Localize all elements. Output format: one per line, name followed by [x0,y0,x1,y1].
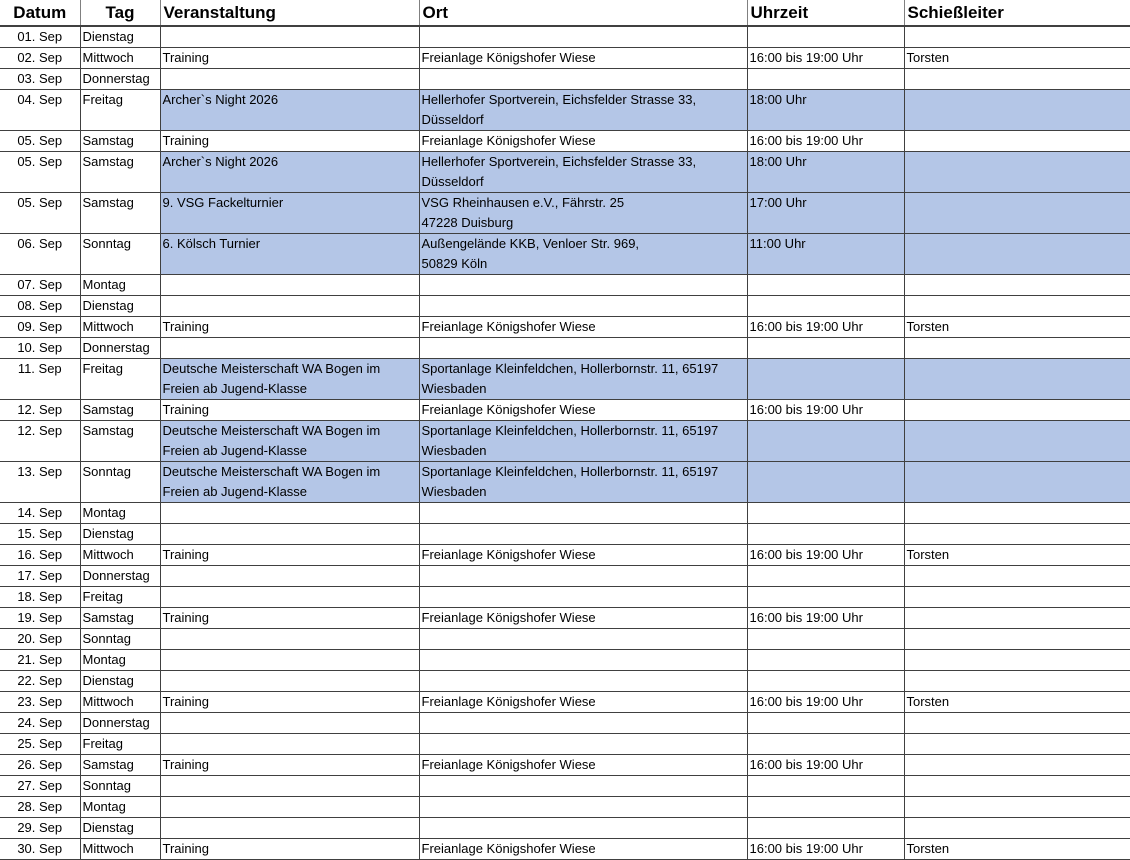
range-officer-cell[interactable] [904,650,1130,671]
table-row[interactable] [0,234,1130,275]
location-cell[interactable] [419,776,747,797]
event-cell[interactable] [160,296,419,317]
date-cell[interactable]: 02. Sep [0,48,80,69]
location-cell[interactable] [419,629,747,650]
location-cell[interactable] [419,818,747,839]
time-cell[interactable] [747,776,904,797]
range-officer-cell[interactable] [904,629,1130,650]
table-row[interactable] [0,587,1130,608]
time-cell[interactable] [747,359,904,400]
range-officer-cell[interactable] [904,400,1130,421]
date-cell[interactable]: 03. Sep [0,69,80,90]
time-cell[interactable] [747,650,904,671]
day-cell[interactable]: Donnerstag [80,713,160,734]
time-cell[interactable] [747,566,904,587]
table-row[interactable] [0,776,1130,797]
day-cell[interactable]: Dienstag [80,671,160,692]
table-row[interactable] [0,650,1130,671]
date-cell[interactable]: 01. Sep [0,26,80,48]
time-cell[interactable]: 16:00 bis 19:00 Uhr [747,317,904,338]
time-cell[interactable] [747,296,904,317]
time-cell[interactable] [747,818,904,839]
date-cell[interactable]: 13. Sep [0,462,80,503]
table-row[interactable] [0,797,1130,818]
date-cell[interactable]: 14. Sep [0,503,80,524]
date-cell[interactable]: 16. Sep [0,545,80,566]
date-cell[interactable]: 15. Sep [0,524,80,545]
event-cell[interactable]: Deutsche Meisterschaft WA Bogen im Freien ab Jugend-Klasse [160,421,419,462]
time-cell[interactable]: 18:00 Uhr [747,90,904,131]
event-cell[interactable]: Training [160,608,419,629]
table-row[interactable] [0,713,1130,734]
day-cell[interactable]: Montag [80,650,160,671]
location-cell[interactable]: Freianlage Königshofer Wiese [419,131,747,152]
table-row[interactable] [0,608,1130,629]
table-row[interactable] [0,503,1130,524]
table-row[interactable] [0,545,1130,566]
range-officer-cell[interactable] [904,524,1130,545]
location-cell[interactable] [419,69,747,90]
range-officer-cell[interactable] [904,462,1130,503]
location-cell[interactable] [419,587,747,608]
time-cell[interactable]: 16:00 bis 19:00 Uhr [747,608,904,629]
table-row[interactable] [0,818,1130,839]
range-officer-cell[interactable]: Torsten [904,317,1130,338]
time-cell[interactable] [747,26,904,48]
location-cell[interactable] [419,296,747,317]
date-cell[interactable]: 29. Sep [0,818,80,839]
location-cell[interactable]: Sportanlage Kleinfeldchen, Hollerbornstr. 11, 65197 Wiesbaden [419,462,747,503]
time-cell[interactable] [747,275,904,296]
date-cell[interactable]: 17. Sep [0,566,80,587]
location-cell[interactable] [419,26,747,48]
header-datum[interactable]: Datum [0,0,80,26]
day-cell[interactable]: Dienstag [80,296,160,317]
table-row[interactable] [0,692,1130,713]
time-cell[interactable]: 17:00 Uhr [747,193,904,234]
event-cell[interactable] [160,587,419,608]
date-cell[interactable]: 04. Sep [0,90,80,131]
day-cell[interactable]: Donnerstag [80,69,160,90]
event-cell[interactable] [160,524,419,545]
date-cell[interactable]: 22. Sep [0,671,80,692]
table-row[interactable] [0,566,1130,587]
table-row[interactable] [0,524,1130,545]
day-cell[interactable]: Sonntag [80,462,160,503]
event-cell[interactable] [160,650,419,671]
date-cell[interactable]: 24. Sep [0,713,80,734]
event-cell[interactable] [160,671,419,692]
header-row [0,0,1130,26]
range-officer-cell[interactable] [904,755,1130,776]
event-cell[interactable]: 9. VSG Fackelturnier [160,193,419,234]
date-cell[interactable]: 27. Sep [0,776,80,797]
date-cell[interactable]: 09. Sep [0,317,80,338]
event-cell[interactable] [160,69,419,90]
location-cell[interactable]: Freianlage Königshofer Wiese [419,545,747,566]
header-ort[interactable]: Ort [419,0,747,26]
event-cell[interactable]: Training [160,755,419,776]
table-row[interactable] [0,193,1130,234]
table-body [0,26,1130,860]
table-row[interactable] [0,275,1130,296]
event-cell[interactable] [160,797,419,818]
location-cell[interactable] [419,797,747,818]
range-officer-cell[interactable] [904,152,1130,193]
time-cell[interactable] [747,338,904,359]
location-cell[interactable] [419,650,747,671]
location-cell[interactable]: Sportanlage Kleinfeldchen, Hollerbornstr. 11, 65197 Wiesbaden [419,359,747,400]
table-row[interactable] [0,629,1130,650]
day-cell[interactable]: Donnerstag [80,566,160,587]
event-cell[interactable]: Training [160,545,419,566]
event-cell[interactable]: Training [160,692,419,713]
event-cell[interactable]: Training [160,131,419,152]
range-officer-cell[interactable] [904,503,1130,524]
day-cell[interactable]: Mittwoch [80,48,160,69]
date-cell[interactable]: 05. Sep [0,152,80,193]
range-officer-cell[interactable] [904,566,1130,587]
range-officer-cell[interactable] [904,608,1130,629]
location-cell[interactable]: Hellerhofer Sportverein, Eichsfelder Strasse 33, Düsseldorf [419,90,747,131]
time-cell[interactable] [747,503,904,524]
date-cell[interactable]: 28. Sep [0,797,80,818]
event-cell[interactable]: Training [160,48,419,69]
table-row[interactable] [0,734,1130,755]
event-cell[interactable] [160,734,419,755]
event-cell[interactable] [160,629,419,650]
range-officer-cell[interactable]: Torsten [904,48,1130,69]
day-cell[interactable]: Freitag [80,90,160,131]
day-cell[interactable]: Samstag [80,421,160,462]
table-row[interactable] [0,839,1130,860]
date-cell[interactable]: 23. Sep [0,692,80,713]
header-uhrzeit[interactable]: Uhrzeit [747,0,904,26]
table-row[interactable] [0,462,1130,503]
location-cell[interactable] [419,713,747,734]
event-cell[interactable] [160,776,419,797]
event-cell[interactable]: Training [160,400,419,421]
date-cell[interactable]: 05. Sep [0,193,80,234]
day-cell[interactable]: Freitag [80,734,160,755]
date-cell[interactable]: 20. Sep [0,629,80,650]
date-cell[interactable]: 05. Sep [0,131,80,152]
day-cell[interactable]: Montag [80,275,160,296]
date-cell[interactable]: 08. Sep [0,296,80,317]
day-cell[interactable]: Samstag [80,400,160,421]
range-officer-cell[interactable] [904,90,1130,131]
event-cell[interactable]: Training [160,839,419,860]
range-officer-cell[interactable] [904,296,1130,317]
time-cell[interactable] [747,421,904,462]
day-cell[interactable]: Sonntag [80,776,160,797]
date-cell[interactable]: 26. Sep [0,755,80,776]
location-cell[interactable]: Freianlage Königshofer Wiese [419,400,747,421]
time-cell[interactable] [747,587,904,608]
range-officer-cell[interactable] [904,193,1130,234]
day-cell[interactable]: Samstag [80,755,160,776]
location-cell[interactable]: Freianlage Königshofer Wiese [419,755,747,776]
location-cell[interactable]: Freianlage Königshofer Wiese [419,317,747,338]
date-cell[interactable]: 07. Sep [0,275,80,296]
day-cell[interactable]: Sonntag [80,629,160,650]
event-cell[interactable] [160,338,419,359]
location-cell[interactable]: Freianlage Königshofer Wiese [419,48,747,69]
time-cell[interactable] [747,671,904,692]
day-cell[interactable]: Mittwoch [80,839,160,860]
date-cell[interactable]: 12. Sep [0,400,80,421]
table-row[interactable] [0,131,1130,152]
range-officer-cell[interactable] [904,776,1130,797]
table-row[interactable] [0,755,1130,776]
range-officer-cell[interactable]: Torsten [904,545,1130,566]
time-cell[interactable]: 11:00 Uhr [747,234,904,275]
time-cell[interactable] [747,797,904,818]
location-cell[interactable] [419,338,747,359]
range-officer-cell[interactable] [904,421,1130,462]
range-officer-cell[interactable] [904,713,1130,734]
range-officer-cell[interactable] [904,275,1130,296]
range-officer-cell[interactable] [904,797,1130,818]
date-cell[interactable]: 10. Sep [0,338,80,359]
time-cell[interactable]: 16:00 bis 19:00 Uhr [747,755,904,776]
time-cell[interactable] [747,713,904,734]
header-tag[interactable]: Tag [80,0,160,26]
table-row[interactable] [0,69,1130,90]
location-cell[interactable] [419,671,747,692]
date-cell[interactable]: 25. Sep [0,734,80,755]
event-cell[interactable] [160,818,419,839]
table-row[interactable] [0,26,1130,48]
range-officer-cell[interactable] [904,338,1130,359]
table-row[interactable] [0,338,1130,359]
event-cell[interactable]: Archer`s Night 2026 [160,90,419,131]
range-officer-cell[interactable] [904,734,1130,755]
range-officer-cell[interactable]: Torsten [904,839,1130,860]
time-cell[interactable]: 16:00 bis 19:00 Uhr [747,131,904,152]
range-officer-cell[interactable] [904,587,1130,608]
time-cell[interactable] [747,734,904,755]
location-cell[interactable] [419,524,747,545]
range-officer-cell[interactable] [904,26,1130,48]
date-cell[interactable]: 21. Sep [0,650,80,671]
time-cell[interactable]: 18:00 Uhr [747,152,904,193]
event-cell[interactable]: Archer`s Night 2026 [160,152,419,193]
day-cell[interactable]: Dienstag [80,818,160,839]
event-cell[interactable] [160,713,419,734]
time-cell[interactable]: 16:00 bis 19:00 Uhr [747,400,904,421]
event-cell[interactable] [160,275,419,296]
time-cell[interactable]: 16:00 bis 19:00 Uhr [747,48,904,69]
table-row[interactable] [0,671,1130,692]
day-cell[interactable]: Dienstag [80,524,160,545]
location-cell[interactable]: Sportanlage Kleinfeldchen, Hollerbornstr. 11, 65197 Wiesbaden [419,421,747,462]
table-row[interactable] [0,421,1130,462]
location-cell[interactable]: Freianlage Königshofer Wiese [419,608,747,629]
time-cell[interactable]: 16:00 bis 19:00 Uhr [747,839,904,860]
day-cell[interactable]: Montag [80,503,160,524]
table-row[interactable] [0,296,1130,317]
location-cell[interactable] [419,503,747,524]
location-cell[interactable]: VSG Rheinhausen e.V., Fährstr. 25 47228 Duisburg [419,193,747,234]
event-cell[interactable]: 6. Kölsch Turnier [160,234,419,275]
location-cell[interactable] [419,734,747,755]
date-cell[interactable]: 12. Sep [0,421,80,462]
date-cell[interactable]: 18. Sep [0,587,80,608]
day-cell[interactable]: Freitag [80,359,160,400]
event-cell[interactable]: Deutsche Meisterschaft WA Bogen im Freien ab Jugend-Klasse [160,462,419,503]
location-cell[interactable]: Außengelände KKB, Venloer Str. 969, 50829 Köln [419,234,747,275]
table-row[interactable] [0,400,1130,421]
date-cell[interactable]: 11. Sep [0,359,80,400]
range-officer-cell[interactable] [904,818,1130,839]
table-row[interactable] [0,48,1130,69]
date-cell[interactable]: 30. Sep [0,839,80,860]
table-row[interactable] [0,90,1130,131]
location-cell[interactable]: Hellerhofer Sportverein, Eichsfelder Strasse 33, Düsseldorf [419,152,747,193]
day-cell[interactable]: Dienstag [80,26,160,48]
day-cell[interactable]: Samstag [80,152,160,193]
date-cell[interactable]: 19. Sep [0,608,80,629]
date-cell[interactable]: 06. Sep [0,234,80,275]
time-cell[interactable] [747,524,904,545]
time-cell[interactable] [747,69,904,90]
time-cell[interactable]: 16:00 bis 19:00 Uhr [747,692,904,713]
day-cell[interactable]: Sonntag [80,234,160,275]
day-cell[interactable]: Donnerstag [80,338,160,359]
range-officer-cell[interactable] [904,359,1130,400]
table-row[interactable] [0,152,1130,193]
day-cell[interactable]: Montag [80,797,160,818]
range-officer-cell[interactable] [904,131,1130,152]
event-cell[interactable] [160,26,419,48]
header-schiessleiter[interactable]: Schießleiter [904,0,1130,26]
day-cell[interactable]: Mittwoch [80,692,160,713]
location-cell[interactable] [419,566,747,587]
day-cell[interactable]: Freitag [80,587,160,608]
range-officer-cell[interactable]: Torsten [904,692,1130,713]
day-cell[interactable]: Mittwoch [80,317,160,338]
range-officer-cell[interactable] [904,69,1130,90]
event-cell[interactable] [160,566,419,587]
location-cell[interactable] [419,275,747,296]
range-officer-cell[interactable] [904,234,1130,275]
event-cell[interactable] [160,503,419,524]
time-cell[interactable] [747,629,904,650]
day-cell[interactable]: Mittwoch [80,545,160,566]
event-cell[interactable]: Deutsche Meisterschaft WA Bogen im Freien ab Jugend-Klasse [160,359,419,400]
time-cell[interactable]: 16:00 bis 19:00 Uhr [747,545,904,566]
day-cell[interactable]: Samstag [80,193,160,234]
header-veranstaltung[interactable]: Veranstaltung [160,0,419,26]
day-cell[interactable]: Samstag [80,131,160,152]
time-cell[interactable] [747,462,904,503]
table-row[interactable] [0,317,1130,338]
event-cell[interactable]: Training [160,317,419,338]
table-row[interactable] [0,359,1130,400]
day-cell[interactable]: Samstag [80,608,160,629]
location-cell[interactable]: Freianlage Königshofer Wiese [419,839,747,860]
range-officer-cell[interactable] [904,671,1130,692]
location-cell[interactable]: Freianlage Königshofer Wiese [419,692,747,713]
